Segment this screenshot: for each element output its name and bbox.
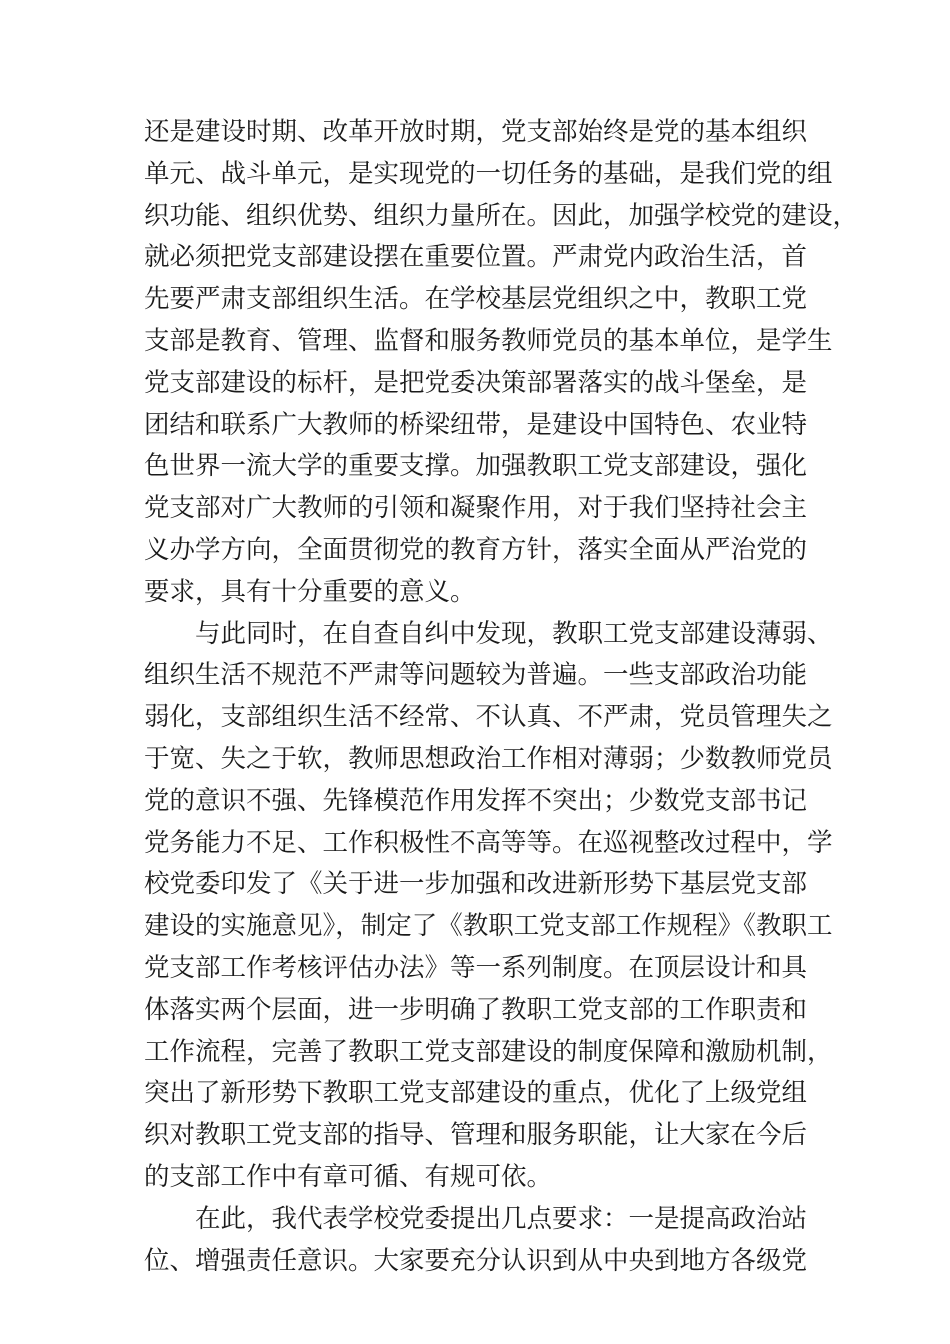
document-body (144, 112, 859, 1282)
paragraph-1 (144, 112, 859, 614)
text-line: 单元、战斗单元，是实现党的一切任务的基础，是我们党的组 (144, 158, 833, 189)
text-line: 体落实两个层面，进一步明确了教职工党支部的工作职责和 (144, 994, 808, 1025)
text-line: 的支部工作中有章可循、有规可依。 (144, 1161, 553, 1192)
text-line: 织对教职工党支部的指导、管理和服务职能，让大家在今后 (144, 1120, 808, 1151)
text-line: 党支部建设的标杆，是把党委决策部署落实的战斗堡垒，是 (144, 367, 808, 398)
text-line: 在此，我代表学校党委提出几点要求：一是提高政治站 (195, 1203, 808, 1234)
text-line: 党的意识不强、先锋模范作用发挥不突出；少数党支部书记 (144, 785, 808, 816)
text-line: 于宽、失之于软，教师思想政治工作相对薄弱；少数教师党员 (144, 743, 833, 774)
text-line: 就必须把党支部建设摆在重要位置。严肃党内政治生活，首 (144, 242, 808, 273)
text-line: 组织生活不规范不严肃等问题较为普遍。一些支部政治功能 (144, 660, 808, 691)
text-line: 建设的实施意见》，制定了《教职工党支部工作规程》《教职工 (144, 911, 833, 942)
text-line: 位、增强责任意识。大家要充分认识到从中央到地方各级党 (144, 1245, 808, 1276)
text-line: 与此同时，在自查自纠中发现，教职工党支部建设薄弱、 (195, 618, 833, 649)
text-line: 织功能、组织优势、组织力量所在。因此，加强学校党的建设， (144, 200, 859, 231)
text-line: 还是建设时期、改革开放时期，党支部始终是党的基本组织 (144, 117, 808, 147)
text-line: 支部是教育、管理、监督和服务教师党员的基本单位，是学生 (144, 325, 833, 356)
paragraph-3 (144, 1199, 806, 1283)
text-line: 色世界一流大学的重要支撑。加强教职工党支部建设，强化 (144, 451, 808, 482)
text-line: 党支部对广大教师的引领和凝聚作用，对于我们坚持社会主 (144, 493, 808, 524)
text-line: 要求，具有十分重要的意义。 (144, 576, 476, 607)
text-line: 突出了新形势下教职工党支部建设的重点，优化了上级党组 (144, 1078, 808, 1109)
text-line: 先要严肃支部组织生活。在学校基层党组织之中，教职工党 (144, 284, 808, 315)
text-line: 团结和联系广大教师的桥梁纽带，是建设中国特色、农业特 (144, 409, 808, 440)
text-line: 校党委印发了《关于进一步加强和改进新形势下基层党支部 (144, 869, 808, 900)
paragraph-2 (144, 614, 833, 1199)
text-line: 弱化，支部组织生活不经常、不认真、不严肃，党员管理失之 (144, 702, 833, 733)
text-line: 党支部工作考核评估办法》等一系列制度。在顶层设计和具 (144, 952, 808, 983)
text-line: 党务能力不足、工作积极性不高等等。在巡视整改过程中，学 (144, 827, 833, 858)
text-line: 义办学方向，全面贯彻党的教育方针，落实全面从严治党的 (144, 534, 808, 565)
text-line: 工作流程，完善了教职工党支部建设的制度保障和激励机制， (144, 1036, 833, 1067)
